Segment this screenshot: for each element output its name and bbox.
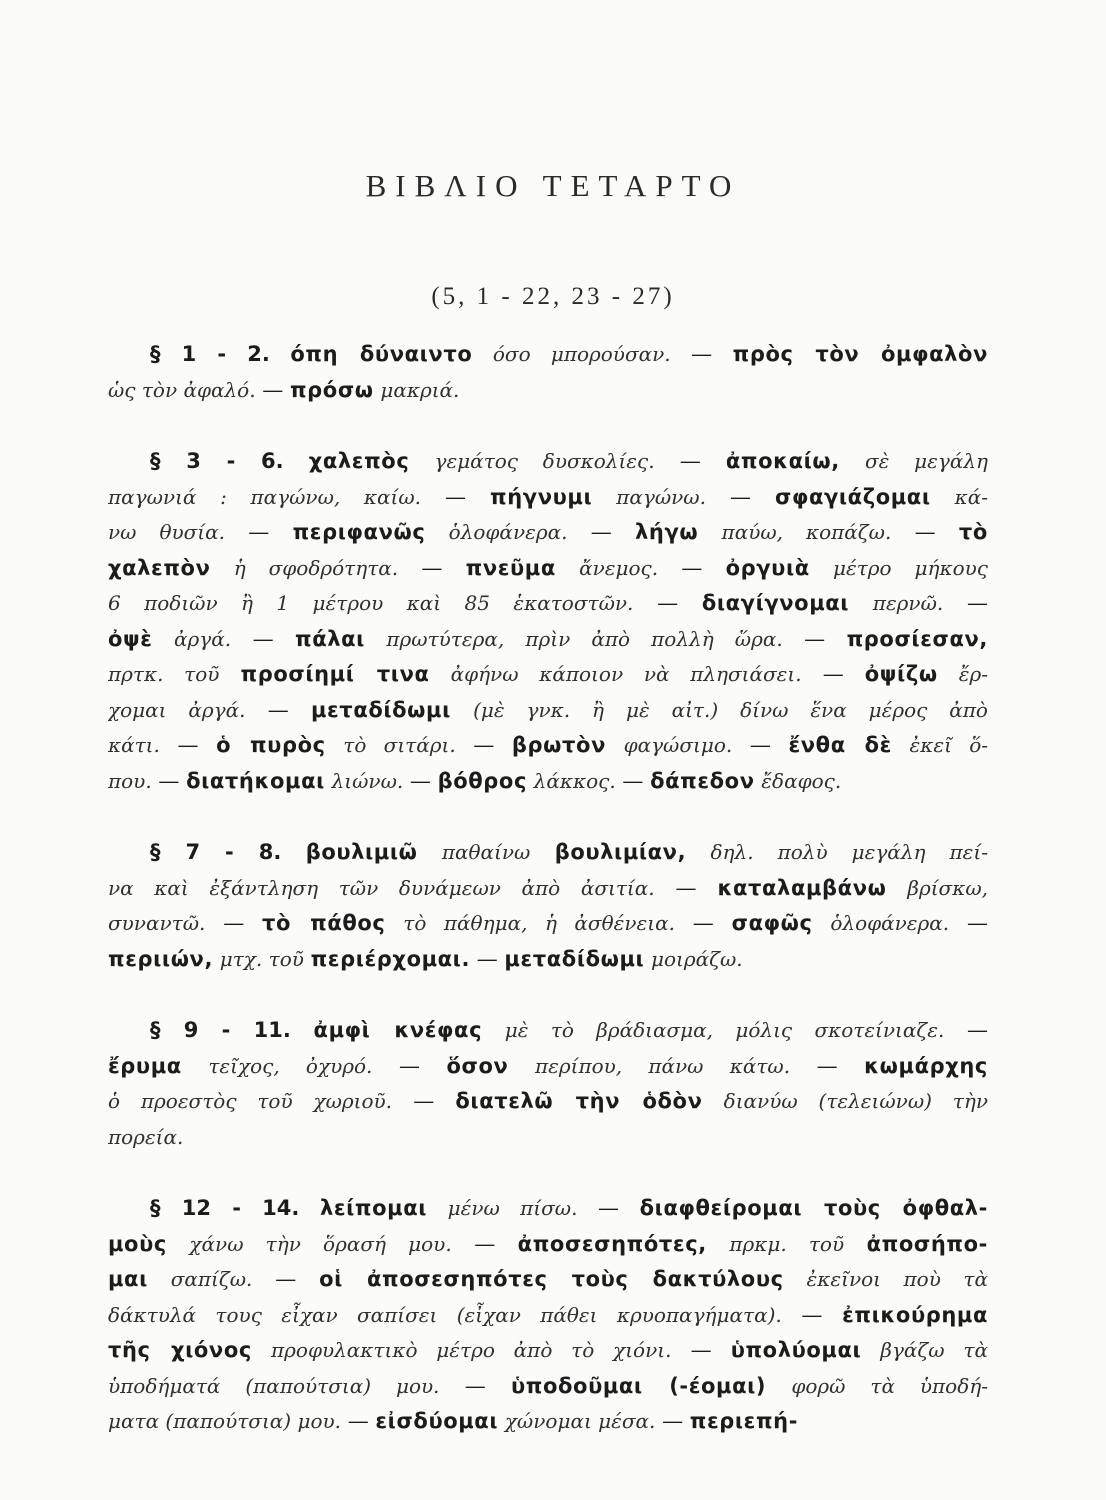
gloss: μακριά. [380, 377, 460, 402]
headword: ἔρυμα [108, 1053, 182, 1078]
headword: διαγίγνομαι [701, 591, 850, 615]
gloss: δάκτυλά τους εἶχαν σαπίσει (εἶχαν πάθει κρυοπαγήματα). [108, 1302, 782, 1327]
headword: διατήκομαι [186, 768, 325, 793]
page-title: ΒΙΒΛΙΟ ΤΕΤΑΡΤΟ [365, 168, 741, 203]
headword: μεταδίδωμι [504, 946, 645, 971]
gloss: κάτι. [108, 733, 160, 757]
headword: ἀποσήπο- [866, 1231, 988, 1256]
text-line [108, 1120, 988, 1156]
headword: χαλεπὸν [108, 555, 211, 580]
gloss: ὡς τὸν ἀφαλό. [108, 377, 256, 402]
gloss: νω θυσία. [108, 520, 225, 544]
headword: εἰσδύομαι [375, 1409, 499, 1433]
headword: βόθρος [437, 768, 528, 793]
text-line [108, 551, 988, 587]
gloss: ὁλοφάνερα. [448, 520, 568, 544]
gloss: πρτκ. τοῦ [108, 662, 220, 686]
headword: πάλαι [295, 626, 365, 651]
headword: οἱ ἀποσεσηπότες τοὺς δακτύλους [319, 1267, 784, 1291]
gloss: ἐκεῖ ὅ- [909, 733, 988, 757]
text-line [108, 835, 988, 871]
gloss: συναντῶ. [108, 911, 206, 935]
headword: ὀψὲ [108, 626, 153, 651]
text-line [108, 764, 988, 800]
text-line [108, 1298, 988, 1334]
headword: όπη δύναιντο [290, 342, 473, 366]
headword: λήγω [635, 520, 699, 544]
headword: σαφῶς [731, 911, 813, 935]
headword: μεταδίδωμι [310, 697, 451, 722]
headword: βρωτὸν [511, 733, 606, 757]
dash-separator: — [729, 484, 751, 509]
text-line [108, 1404, 988, 1440]
headword: ὀργυιὰ [725, 555, 810, 580]
gloss: μένω πίσω. [447, 1196, 578, 1220]
glossary-paragraph [108, 835, 988, 977]
dash-separator: — [262, 377, 284, 402]
dash-separator: — [657, 591, 679, 615]
gloss: ὁ προεστὸς τοῦ χωριοῦ. [108, 1089, 393, 1113]
section-number: § 12 - 14. [150, 1196, 300, 1220]
dash-separator: — [398, 1053, 420, 1078]
headword: λείπομαι [319, 1196, 428, 1220]
dash-separator: — [590, 520, 612, 544]
headword: προσίημί τινα [240, 662, 430, 686]
headword: ἀποσεσηπότες, [517, 1231, 707, 1256]
dash-separator: — [679, 449, 701, 473]
text-line [108, 1369, 988, 1405]
headword: ἀποκαίω, [725, 449, 840, 473]
dash-separator: — [223, 911, 245, 935]
text-line [108, 1013, 988, 1049]
section-number: § 9 - 11. [150, 1018, 291, 1042]
gloss: περνῶ. [872, 591, 944, 615]
headword: τῆς χιόνος [108, 1338, 252, 1362]
gloss: όσο μπορούσαν. [492, 342, 671, 366]
gloss: χομαι ἀργά. [108, 697, 246, 722]
gloss: που. [108, 768, 152, 793]
gloss: χάνω τὴν ὅρασή μου. [189, 1231, 452, 1256]
headword: βουλιμίαν, [554, 840, 687, 864]
gloss: βγάζω τὰ [880, 1338, 988, 1362]
dash-separator: — [692, 911, 714, 935]
headword: τὸ [958, 520, 988, 544]
gloss: φαγώσιμο. [623, 733, 733, 757]
text-line [108, 693, 988, 729]
chapter-range: (5, 1 - 22, 23 - 27) [431, 283, 675, 310]
text-line [108, 337, 988, 373]
gloss: παγωνιά : παγώνω, καίω. [108, 484, 422, 509]
section-number: § 3 - 6. [150, 449, 284, 473]
dash-separator: — [252, 626, 274, 651]
dash-separator: — [822, 662, 844, 686]
gloss: 6 ποδιῶν ἢ 1 μέτρου καὶ 85 ἑκατοστῶν. [108, 591, 634, 615]
gloss: βρίσκω, [907, 875, 988, 900]
headword: πρὸς τὸν ὀμφαλὸν [732, 342, 988, 366]
headword: περιεπή- [689, 1409, 799, 1433]
dash-separator: — [681, 555, 703, 580]
text-line [108, 657, 988, 693]
text-line [108, 373, 988, 409]
text-line [108, 728, 988, 764]
headword: χαλεπὸς [308, 449, 410, 473]
headword: μαι [108, 1267, 148, 1291]
dash-separator: — [421, 555, 443, 580]
dash-separator: — [413, 1089, 435, 1113]
gloss: διανύω (τελειώνω) τὴν [723, 1089, 988, 1113]
gloss: πορεία. [108, 1124, 184, 1149]
headword: καταλαμβάνω [717, 875, 887, 900]
text-line [108, 871, 988, 907]
dash-separator: — [622, 768, 644, 793]
gloss: γεμάτος δυσκολίες. [434, 449, 655, 473]
headword: σφαγιάζομαι [774, 484, 931, 509]
text-line [108, 1227, 988, 1263]
headword: πνεῦμα [465, 555, 556, 580]
text-line [108, 444, 988, 480]
gloss: φορῶ τὰ ὑποδή- [791, 1373, 988, 1398]
gloss: ἀφήνω κάποιον νὰ πλησιάσει. [450, 662, 802, 686]
dash-separator: — [474, 1231, 496, 1256]
glossary-paragraph [108, 444, 988, 799]
text-line [108, 480, 988, 516]
gloss: ἀργά. [174, 626, 232, 651]
gloss: λάκκος. [533, 768, 616, 793]
text-line [108, 622, 988, 658]
dash-separator: — [816, 1053, 838, 1078]
gloss: τεῖχος, ὀχυρό. [208, 1053, 373, 1078]
headword: δάπεδον [650, 768, 755, 793]
gloss: μέτρο μήκους [832, 555, 988, 580]
headword: ἀμφὶ κνέφας [313, 1018, 483, 1042]
text-line [108, 1049, 988, 1085]
headword: μοὺς [108, 1231, 167, 1256]
gloss: πρωτύτερα, πρὶν ἀπὸ πολλὴ ὥρα. [386, 626, 783, 651]
dash-separator: — [598, 1196, 620, 1220]
headword: προσίεσαν, [846, 626, 988, 651]
headword: περιιών, [108, 946, 214, 971]
text-line [108, 1262, 988, 1298]
gloss: παθαίνω [441, 840, 531, 864]
text-line [108, 586, 988, 622]
dash-separator: — [473, 733, 495, 757]
dash-separator: — [464, 1373, 486, 1398]
headword: βουλιμιῶ [305, 840, 418, 864]
gloss: χώνομαι μέσα. [504, 1409, 656, 1433]
headword: πρόσω [289, 377, 374, 402]
headword: ἐπικούρημα [842, 1302, 988, 1327]
headword: κωμάρχης [864, 1053, 988, 1078]
gloss: να καὶ ἐξάντληση τῶν δυνάμεων ἀπὸ ἀσιτία. [108, 875, 655, 900]
headword: ὀψίζω [864, 662, 938, 686]
headword: ὑπολύομαι [730, 1338, 862, 1362]
gloss: (μὲ γνκ. ἢ μὲ αἰτ.) δίνω ἕνα μέρος ἀπὸ [473, 697, 988, 722]
gloss: ματα (παπούτσια) μου. [108, 1409, 342, 1433]
gloss: παγώνω. [616, 484, 706, 509]
dash-separator: — [177, 733, 199, 757]
dash-separator: — [749, 733, 771, 757]
glossary-paragraph [108, 1013, 988, 1155]
gloss: ἔρ- [958, 662, 988, 686]
gloss: κά- [954, 484, 988, 509]
headword: ὁ πυρὸς [216, 733, 326, 757]
text-line [108, 1084, 988, 1120]
glossary-paragraph [108, 337, 988, 408]
dash-separator: — [691, 342, 713, 366]
headword: τὸ πάθος [262, 911, 386, 935]
gloss: προφυλακτικὸ μέτρο ἀπὸ τὸ χιόνι. [271, 1338, 672, 1362]
gloss: λιώνω. [331, 768, 404, 793]
dash-separator: — [662, 1409, 684, 1433]
dash-separator: — [966, 591, 988, 615]
headword: ὅσον [446, 1053, 509, 1078]
dash-separator: — [966, 1018, 988, 1042]
headword: διατελῶ τὴν ὁδὸν [455, 1089, 703, 1113]
dash-separator: — [801, 1302, 823, 1327]
glossary-paragraph [108, 1191, 988, 1440]
gloss: δηλ. πολὺ μεγάλη πεί- [710, 840, 988, 864]
gloss: ἡ σφοδρότητα. [233, 555, 399, 580]
dash-separator: — [409, 768, 431, 793]
gloss: μτχ. τοῦ [219, 946, 304, 971]
dash-separator: — [966, 911, 988, 935]
glossary-body [108, 337, 988, 1476]
dash-separator: — [275, 1267, 297, 1291]
text-line [108, 906, 988, 942]
gloss: μὲ τὸ βράδιασμα, μόλις σκοτείνιαζε. [504, 1018, 945, 1042]
text-line [108, 1191, 988, 1227]
gloss: τὸ σιτάρι. [343, 733, 456, 757]
gloss: τὸ πάθημα, ἡ ἀσθένεια. [403, 911, 675, 935]
dash-separator: — [248, 520, 270, 544]
dash-separator: — [690, 1338, 712, 1362]
dash-separator: — [914, 520, 936, 544]
gloss: ὑποδήματά (παπούτσια) μου. [108, 1373, 440, 1398]
gloss: ἄνεμος. [579, 555, 659, 580]
gloss: ἔδαφος. [761, 768, 842, 793]
text-line [108, 1333, 988, 1369]
dash-separator: — [476, 946, 498, 971]
text-line [108, 942, 988, 978]
text-line [108, 515, 988, 551]
gloss: ἐκεῖνοι ποὺ τὰ [806, 1267, 988, 1291]
headword: διαφθείρομαι τοὺς ὀφθαλ- [639, 1196, 988, 1220]
dash-separator: — [445, 484, 467, 509]
headword: περιφανῶς [292, 520, 426, 544]
gloss: σὲ μεγάλη [864, 449, 988, 473]
gloss: σαπίζω. [170, 1267, 253, 1291]
gloss: πρκμ. τοῦ [729, 1231, 845, 1256]
dash-separator: — [675, 875, 697, 900]
headword: ὑποδοῦμαι (-έομαι) [511, 1373, 767, 1398]
section-number: § 1 - 2. [150, 342, 270, 366]
dash-separator: — [158, 768, 180, 793]
gloss: περίπου, πάνω κάτω. [534, 1053, 791, 1078]
headword: περιέρχομαι. [310, 946, 471, 971]
dash-separator: — [267, 697, 289, 722]
headword: πήγνυμι [490, 484, 593, 509]
dash-separator: — [804, 626, 826, 651]
dash-separator: — [347, 1409, 369, 1433]
section-number: § 7 - 8. [150, 840, 282, 864]
headword: ἔνθα δὲ [788, 733, 892, 757]
gloss: μοιράζω. [651, 946, 743, 971]
gloss: παύω, κοπάζω. [721, 520, 892, 544]
gloss: ὁλοφάνερα. [830, 911, 950, 935]
